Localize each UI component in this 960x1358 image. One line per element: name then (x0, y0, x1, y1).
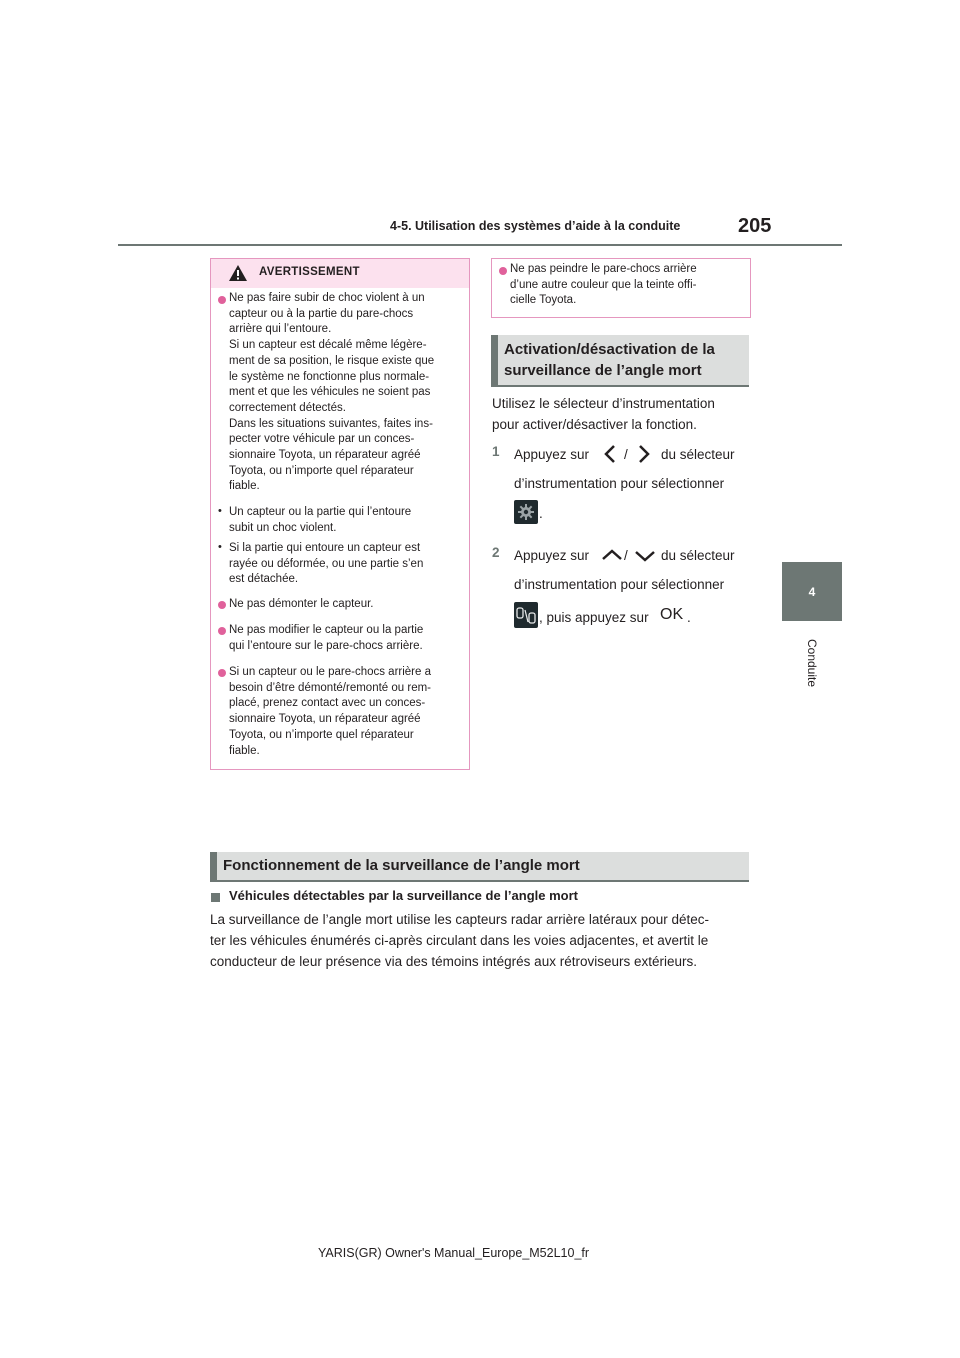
step-number-2: 2 (492, 545, 500, 560)
bullet-icon (218, 627, 226, 635)
step1-slash: / (624, 447, 628, 462)
section-heading-activation (491, 335, 749, 385)
step2-text-e: . (687, 610, 691, 625)
ok-button-glyph: OK (660, 606, 684, 623)
step2-text-c: d’instrumentation pour sélectionner (514, 577, 725, 592)
section-rule (210, 880, 749, 882)
subheading-square-icon (211, 893, 220, 902)
section-intro: Utilisez le sélecteur d’instrumentation pour activer/désactiver la fonction. (492, 396, 715, 432)
section-heading-line: Fonctionnement de la surveillance de l’angle mort (223, 857, 580, 874)
bullet-icon (218, 601, 226, 609)
footer: YARIS(GR) Owner's Manual_Europe_M52L10_fr (318, 1246, 590, 1260)
step1-text-a: Appuyez sur (514, 447, 590, 462)
warning-header (211, 259, 469, 288)
warning-item-1: Ne pas faire subir de choc violent à un capteur ou à la partie du pare-chocs arrière qui l’entoure. Si un capteur est décalé même légère- ment de sa position, le risque existe que le système ne fonctionne plus normale- ment et que les véhicules ne soient pas correctement détectés. Dans les situations suivantes, faites ins- pecter votre véhicule par un conces- sionnaire Toyota, un réparateur agréé Toyota, ou n’importe quel réparateur fiable. (229, 292, 435, 493)
step1-text-b: du sélecteur (661, 447, 735, 462)
warning-item-4: Si un capteur ou le pare-chocs arrière a besoin d’être démonté/remonté ou rem- placé, prenez contact avec un conces- sionnaire Toyota, un réparateur agréé Toyota, ou n’importe quel réparateur fiable. (229, 666, 431, 757)
warning-box-continued (491, 258, 751, 318)
section2-paragraph: La surveillance de l’angle mort utilise les capteurs radar arrière latéraux pour détec- ter les véhicules énumérés ci-après circulant dans les voies adjacentes, et avertit le conducteur de leur présence via des témoins intégrés aux rétroviseurs extérieurs. (210, 912, 709, 969)
chapter-label-text: Conduite (805, 638, 819, 688)
step1-text-c: d’instrumentation pour sélectionner (514, 476, 725, 491)
warning-title: AVERTISSEMENT (259, 266, 360, 278)
header-rule (118, 244, 842, 246)
section-heading-operation (210, 852, 749, 881)
step2-slash: / (624, 548, 628, 563)
chevron-right-icon (637, 444, 651, 464)
chevron-down-icon (634, 549, 656, 563)
settings-gear-icon (514, 500, 538, 524)
blind-spot-monitor-icon (514, 602, 538, 628)
warning-subitem-2: Si la partie qui entoure un capteur est rayée ou déformée, ou une partie s’en est détachée. (229, 542, 424, 586)
section-rule (491, 385, 749, 387)
section-heading-line: Activation/désactivation de la (504, 341, 715, 358)
step2-text-a: Appuyez sur (514, 548, 590, 563)
warning-item-2: Ne pas démonter le capteur. (229, 598, 374, 610)
warning-box (210, 258, 470, 770)
step2-text-b: du sélecteur (661, 548, 735, 563)
running-header: 4-5. Utilisation des systèmes d’aide à la conduite (390, 219, 681, 233)
warning-item-3: Ne pas modifier le capteur ou la partie qui l’entoure sur le pare-chocs arrière. (229, 624, 424, 652)
step-number: 1 (492, 444, 500, 459)
chapter-tab: 4 (782, 562, 842, 621)
section-heading-line: surveillance de l’angle mort (504, 362, 702, 379)
step2-text-d: , puis appuyez sur (539, 610, 649, 625)
warning-triangle-icon (228, 264, 248, 282)
sub-bullet-icon: • (218, 541, 222, 553)
page-number: 205 (738, 215, 772, 237)
subheading: Véhicules détectables par la surveillance de l’angle mort (229, 888, 578, 903)
bullet-icon (218, 296, 226, 304)
warning-subitem-1: Un capteur ou la partie qui l’entoure subit un choc violent. (229, 506, 412, 534)
chevron-up-icon (601, 548, 623, 562)
chapter-label (804, 628, 820, 698)
step1-text-d: . (539, 506, 543, 521)
sub-bullet-icon: • (218, 505, 222, 517)
chevron-left-icon (603, 444, 617, 464)
bullet-icon (499, 267, 507, 275)
warning-item-5: Ne pas peindre le pare-chocs arrière d’une autre couleur que la teinte offi- cielle Toyota. (510, 263, 697, 307)
bullet-icon (218, 669, 226, 677)
